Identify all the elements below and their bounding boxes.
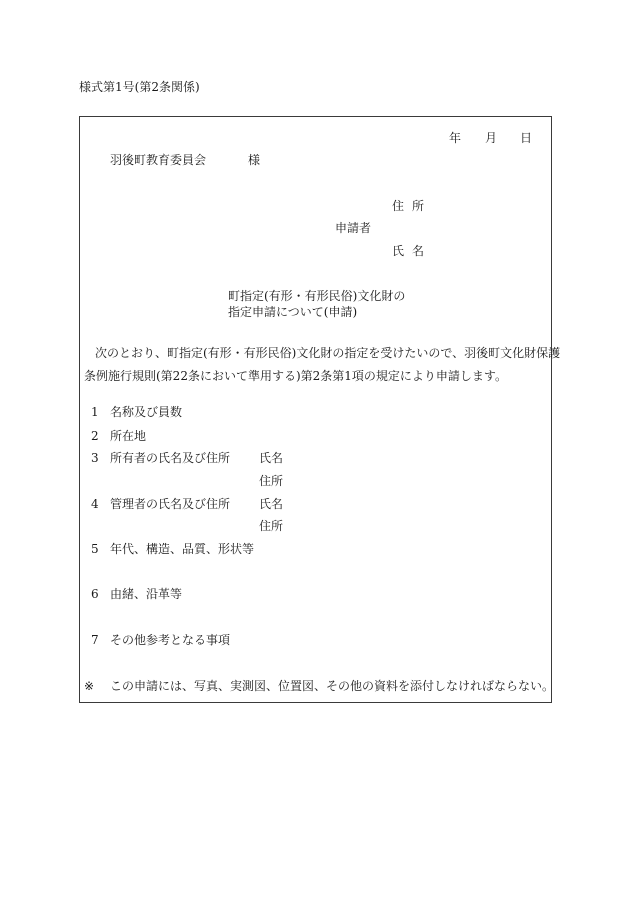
body-text-line-2: 条例施行規則(第22条において準用する)第2条第1項の規定により申請します。 xyxy=(84,369,507,383)
item-3-label: 所有者の氏名及び住所 xyxy=(110,451,231,465)
item-4-address-label: 住所 xyxy=(259,519,284,533)
item-4-label: 管理者の氏名及び住所 xyxy=(110,497,231,511)
note-text: この申請には、写真、実測図、位置図、その他の資料を添付しなければならない。 xyxy=(110,679,555,693)
applicant-label: 申請者 xyxy=(335,221,372,235)
applicant-name-label: 氏名 xyxy=(392,244,433,258)
item-7-label: その他参考となる事項 xyxy=(110,633,231,647)
subject-line-1: 町指定(有形・有形民俗)文化財の xyxy=(228,289,406,303)
body-text-line-1: 次のとおり、町指定(有形・有形民俗)文化財の指定を受けたいので、羽後町文化財保護 xyxy=(95,346,561,360)
item-6-number: 6 xyxy=(91,587,99,601)
item-2-number: 2 xyxy=(91,429,99,443)
item-3-address-label: 住所 xyxy=(259,474,284,488)
note-mark: ※ xyxy=(84,679,95,693)
item-5-label: 年代、構造、品質、形状等 xyxy=(110,542,255,556)
item-1-label: 名称及び員数 xyxy=(110,405,183,419)
addressee-honorific: 様 xyxy=(248,153,261,167)
item-1-number: 1 xyxy=(91,405,99,419)
subject-line-2: 指定申請について(申請) xyxy=(228,305,358,319)
item-3-number: 3 xyxy=(91,451,99,465)
item-7-number: 7 xyxy=(91,633,99,647)
addressee-name: 羽後町教育委員会 xyxy=(110,153,207,167)
applicant-address-label: 住所 xyxy=(392,199,433,213)
item-4-name-label: 氏名 xyxy=(259,497,284,511)
item-6-label: 由緒、沿革等 xyxy=(110,587,183,601)
item-5-number: 5 xyxy=(91,542,99,556)
date-day-label: 日 xyxy=(520,131,533,145)
date-month-label: 月 xyxy=(485,131,498,145)
item-3-name-label: 氏名 xyxy=(259,451,284,465)
item-4-number: 4 xyxy=(91,497,99,511)
date-year-label: 年 xyxy=(449,131,462,145)
item-2-label: 所在地 xyxy=(110,429,147,443)
form-number-label: 様式第1号(第2条関係) xyxy=(79,80,200,94)
